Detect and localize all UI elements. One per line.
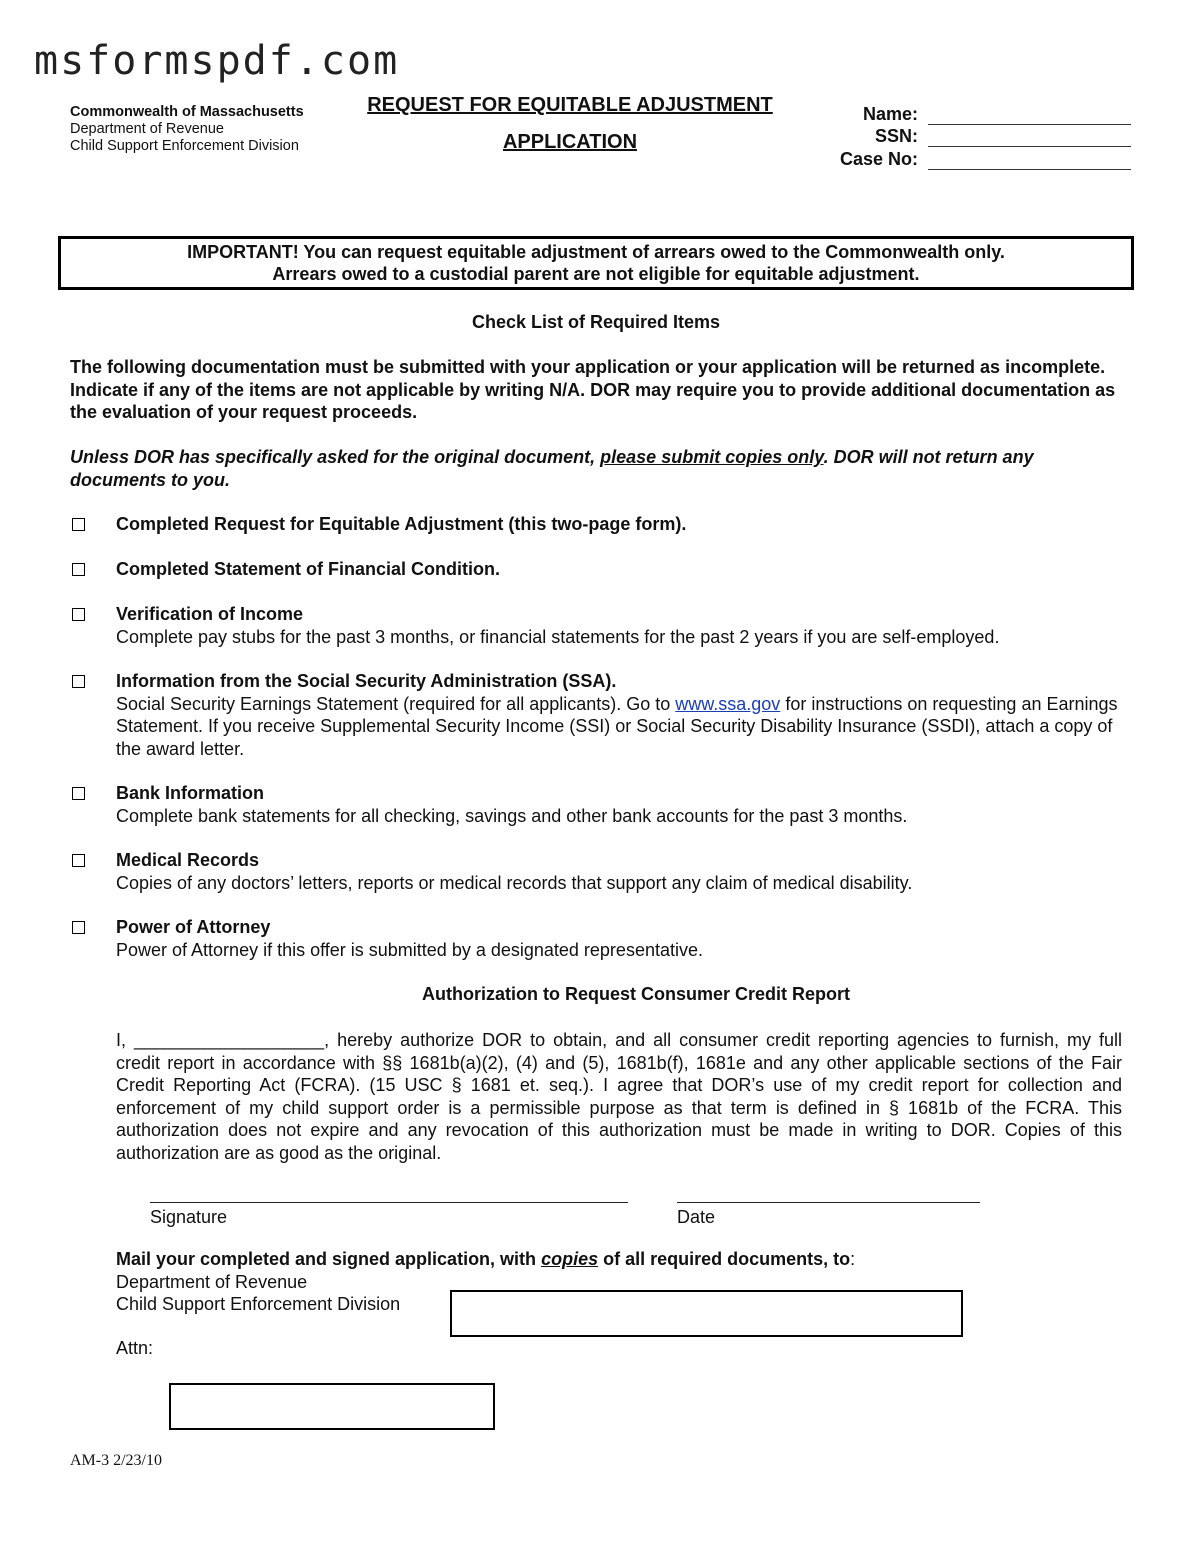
- item-title: Completed Statement of Financial Condition.: [116, 559, 501, 579]
- case-no-label: Case No:: [839, 148, 918, 169]
- item-description-post: for instructions on requesting an Earnings Statement. If you receive Supplemental Security Income (SSI) or Social Security Disability Insurance (SSDI), attach a copy of the award letter.: [116, 693, 1118, 759]
- item-title: Verification of Income: [116, 604, 304, 624]
- copies-note: [70, 446, 1130, 491]
- attn-box[interactable]: [169, 1383, 495, 1430]
- item-title: Completed Request for Equitable Adjustment (this two-page form).: [116, 514, 687, 534]
- intro-paragraph: The following documentation must be submitted with your application or your application will be returned as incomplete. Indicate if any of the items are not applicable by writing N/A. DOR may require you to provide additional documentation as the evaluation of your request proceeds.: [70, 357, 1116, 422]
- item-title: Power of Attorney: [116, 917, 271, 937]
- important-notice: [58, 236, 1134, 290]
- checkbox[interactable]: [72, 518, 85, 531]
- item-title: Information from the Social Security Administration (SSA).: [116, 671, 617, 691]
- form-title: [340, 94, 800, 154]
- mail-address-line-1: Department of Revenue: [116, 1271, 308, 1292]
- ssn-label: SSN:: [874, 126, 918, 146]
- item-description: Copies of any doctors’ letters, reports or medical records that support any claim of medical disability.: [116, 872, 913, 893]
- id-fields: [800, 102, 1140, 170]
- checkbox[interactable]: [72, 787, 85, 800]
- attn-label: Attn:: [116, 1338, 154, 1358]
- mail-heading: [116, 1248, 1016, 1271]
- checklist-item: [70, 670, 1130, 760]
- item-description: Complete pay stubs for the past 3 months, or financial statements for the past 2 years if you are self-employed.: [116, 626, 1000, 647]
- checklist-item: [70, 916, 1130, 961]
- date-line[interactable]: [677, 1201, 980, 1203]
- item-description: [116, 693, 1130, 761]
- form-title-line-2: APPLICATION: [502, 131, 638, 153]
- authorization-heading: Authorization to Request Consumer Credit Report: [421, 984, 850, 1004]
- mail-heading-pre: Mail your completed and signed application, with: [116, 1249, 542, 1269]
- ssa-link[interactable]: www.ssa.gov: [675, 693, 781, 714]
- signature-line[interactable]: [150, 1201, 628, 1203]
- item-description-pre: Social Security Earnings Statement (required for all applicants). Go to: [116, 693, 676, 714]
- checklist-item: [70, 513, 1130, 536]
- case-no-field[interactable]: [928, 154, 1131, 170]
- mail-heading-copies: copies: [541, 1249, 599, 1269]
- checkbox[interactable]: [72, 854, 85, 867]
- form-title-line-1: REQUEST FOR EQUITABLE ADJUSTMENT: [367, 94, 773, 116]
- item-description: Complete bank statements for all checking, savings and other bank accounts for the past 3 months.: [116, 805, 908, 826]
- checklist-item: [70, 603, 1130, 648]
- item-title: Medical Records: [116, 850, 260, 870]
- checkbox[interactable]: [72, 675, 85, 688]
- checkbox[interactable]: [72, 608, 85, 621]
- copies-note-emphasis: please submit copies only: [600, 447, 824, 467]
- name-label: Name:: [862, 103, 918, 124]
- checkbox[interactable]: [72, 921, 85, 934]
- copies-note-part-1: Unless DOR has specifically asked for the original document,: [70, 447, 601, 467]
- authorization-text: I, ___________________, hereby authorize DOR to obtain, and all consumer credit reporting agencies to furnish, my full credit report in accordance with §§ 1681b(a)(2), (4) and (5), 1681b(f), 1681e and any other applicable sections of the Fair Credit Reporting Act (FCRA). (15 USC § 1681 et. seq.). I agree that DOR’s use of my credit report for collection and enforcement of my child support order is a permissible purpose as that term is defined in § 1681b of the FCRA. This authorization does not expire and any revocation of this authorization must be made in writing to DOR. Copies of this authorization are as good as the original.: [116, 1030, 1122, 1163]
- ssn-field[interactable]: [928, 131, 1131, 147]
- date-label: Date: [677, 1207, 716, 1227]
- checklist-heading: Check List of Required Items: [471, 312, 721, 332]
- mail-heading-post: of all required documents, to: [598, 1249, 851, 1269]
- mail-heading-colon: :: [850, 1249, 856, 1269]
- address-box[interactable]: [450, 1290, 963, 1337]
- item-description: Power of Attorney if this offer is submitted by a designated representative.: [116, 939, 703, 960]
- agency-line-2: Department of Revenue: [70, 121, 224, 137]
- agency-line-3: Child Support Enforcement Division: [70, 138, 299, 154]
- form-code: AM-3 2/23/10: [70, 1452, 162, 1469]
- watermark-text: msformspdf.com: [34, 38, 400, 84]
- important-line-1: IMPORTANT! You can request equitable adjustment of arrears owed to the Commonwealth only.: [187, 242, 1005, 262]
- mail-address-line-2: Child Support Enforcement Division: [116, 1294, 401, 1314]
- important-line-2: Arrears owed to a custodial parent are not eligible for equitable adjustment.: [272, 264, 920, 284]
- checklist-item: [70, 849, 1130, 894]
- agency-block: [70, 104, 304, 155]
- checklist-item: [70, 782, 1130, 827]
- copies-note-part-3: . DOR will not return any documents to you.: [70, 447, 1034, 490]
- signature-label: Signature: [150, 1207, 228, 1227]
- agency-line-1: Commonwealth of Massachusetts: [70, 104, 304, 120]
- checkbox[interactable]: [72, 563, 85, 576]
- checklist-item: [70, 558, 1130, 581]
- name-field[interactable]: [928, 109, 1131, 125]
- item-title: Bank Information: [116, 783, 265, 803]
